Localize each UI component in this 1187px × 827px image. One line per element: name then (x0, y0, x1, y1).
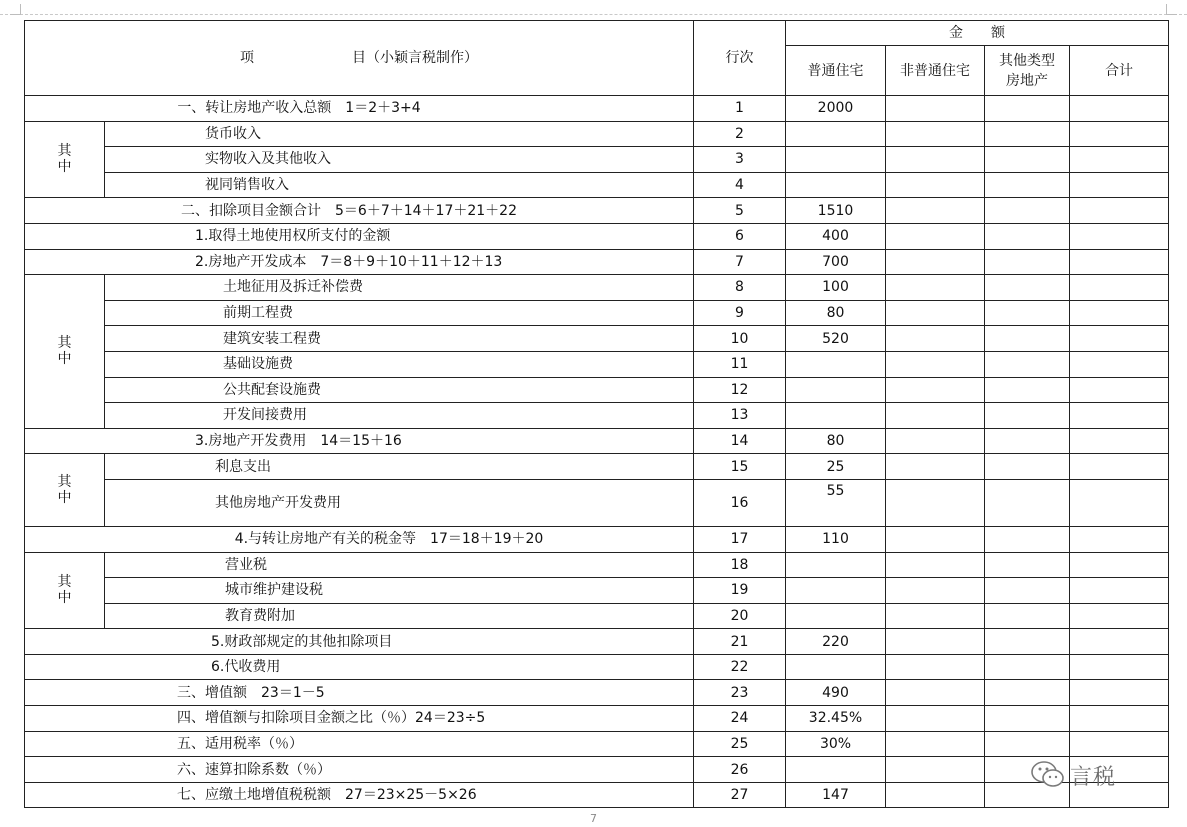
item-name: 2.房地产开发成本 7＝8＋9＋10＋11＋12＋13 (25, 249, 694, 275)
amount-nonordinary (886, 403, 985, 429)
amount-other (985, 654, 1070, 680)
table-row (25, 351, 1169, 377)
item-name: 开发间接费用 (105, 403, 694, 429)
amount-other (985, 326, 1070, 352)
land-vat-table (24, 20, 1169, 808)
item-name: 视同销售收入 (105, 172, 694, 198)
item-name: 6.代收费用 (25, 654, 694, 680)
item-name: 七、应缴土地增值税税额 27＝23×25－5×26 (25, 782, 694, 808)
row-number: 7 (694, 249, 786, 275)
amount-ordinary: 220 (786, 629, 886, 655)
amount-ordinary: 110 (786, 526, 886, 552)
wechat-icon (1030, 760, 1066, 790)
row-number: 3 (694, 147, 786, 173)
group-qizhong: 其 中 (25, 275, 105, 429)
row-number: 19 (694, 578, 786, 604)
amount-nonordinary (886, 479, 985, 526)
amount-total (1070, 96, 1169, 122)
table-row (25, 706, 1169, 732)
amount-total (1070, 454, 1169, 480)
table-row (25, 454, 1169, 480)
amount-nonordinary (886, 603, 985, 629)
amount-other (985, 680, 1070, 706)
table-row (25, 223, 1169, 249)
amount-ordinary: 80 (786, 300, 886, 326)
amount-nonordinary (886, 96, 985, 122)
row-number: 6 (694, 223, 786, 249)
amount-total (1070, 275, 1169, 301)
amount-ordinary: 25 (786, 454, 886, 480)
amount-nonordinary (886, 377, 985, 403)
amount-nonordinary (886, 275, 985, 301)
amount-other (985, 223, 1070, 249)
item-name: 公共配套设施费 (105, 377, 694, 403)
amount-ordinary: 2000 (786, 96, 886, 122)
amount-ordinary: 700 (786, 249, 886, 275)
amount-total (1070, 578, 1169, 604)
amount-ordinary: 1510 (786, 198, 886, 224)
item-name: 土地征用及拆迁补偿费 (105, 275, 694, 301)
table-row (25, 603, 1169, 629)
header-col-nonordinary: 非普通住宅 (886, 46, 985, 96)
row-number: 22 (694, 654, 786, 680)
table-row (25, 731, 1169, 757)
amount-total (1070, 198, 1169, 224)
row-number: 21 (694, 629, 786, 655)
table-row (25, 654, 1169, 680)
amount-ordinary: 55 (786, 479, 886, 526)
item-name: 基础设施费 (105, 351, 694, 377)
item-name: 5.财政部规定的其他扣除项目 (25, 629, 694, 655)
table-row (25, 552, 1169, 578)
row-number: 2 (694, 121, 786, 147)
table-row (25, 377, 1169, 403)
amount-ordinary: 520 (786, 326, 886, 352)
amount-nonordinary (886, 706, 985, 732)
table-row (25, 403, 1169, 429)
amount-other (985, 147, 1070, 173)
amount-other (985, 249, 1070, 275)
amount-nonordinary (886, 147, 985, 173)
item-name: 三、增值额 23＝1－5 (25, 680, 694, 706)
amount-nonordinary (886, 300, 985, 326)
amount-total (1070, 629, 1169, 655)
table-row (25, 275, 1169, 301)
amount-nonordinary (886, 428, 985, 454)
item-name: 1.取得土地使用权所支付的金额 (25, 223, 694, 249)
row-number: 20 (694, 603, 786, 629)
table-row (25, 249, 1169, 275)
crop-mark-left (10, 4, 21, 15)
item-name: 六、速算扣除系数（％） (25, 757, 694, 783)
item-name: 利息支出 (105, 454, 694, 480)
amount-other (985, 351, 1070, 377)
amount-total (1070, 552, 1169, 578)
amount-nonordinary (886, 578, 985, 604)
amount-other (985, 96, 1070, 122)
amount-total (1070, 654, 1169, 680)
row-number: 16 (694, 479, 786, 526)
row-number: 24 (694, 706, 786, 732)
header-col-other-line2: 房地产 (1006, 72, 1048, 89)
table-row (25, 300, 1169, 326)
table-row (25, 326, 1169, 352)
table-row (25, 172, 1169, 198)
watermark-text: 言税 (1070, 764, 1117, 790)
amount-other (985, 403, 1070, 429)
row-number: 27 (694, 782, 786, 808)
amount-nonordinary (886, 757, 985, 783)
amount-ordinary: 30% (786, 731, 886, 757)
table-row (25, 629, 1169, 655)
row-number: 4 (694, 172, 786, 198)
amount-nonordinary (886, 654, 985, 680)
amount-other (985, 629, 1070, 655)
amount-nonordinary (886, 198, 985, 224)
amount-ordinary: 100 (786, 275, 886, 301)
item-name: 前期工程费 (105, 300, 694, 326)
amount-nonordinary (886, 249, 985, 275)
item-name: 营业税 (105, 552, 694, 578)
amount-ordinary (786, 757, 886, 783)
amount-total (1070, 706, 1169, 732)
amount-total (1070, 147, 1169, 173)
table-row (25, 121, 1169, 147)
amount-total (1070, 479, 1169, 526)
group-qizhong: 其 中 (25, 454, 105, 527)
amount-ordinary (786, 172, 886, 198)
row-number: 9 (694, 300, 786, 326)
item-name: 实物收入及其他收入 (105, 147, 694, 173)
amount-ordinary (786, 377, 886, 403)
amount-nonordinary (886, 629, 985, 655)
amount-other (985, 377, 1070, 403)
row-number: 5 (694, 198, 786, 224)
amount-other (985, 479, 1070, 526)
amount-other (985, 198, 1070, 224)
amount-other (985, 454, 1070, 480)
amount-total (1070, 377, 1169, 403)
amount-total (1070, 428, 1169, 454)
table-row (25, 680, 1169, 706)
amount-nonordinary (886, 731, 985, 757)
table-row (25, 782, 1169, 808)
amount-other (985, 300, 1070, 326)
amount-ordinary: 147 (786, 782, 886, 808)
table-row (25, 757, 1169, 783)
amount-ordinary (786, 351, 886, 377)
header-col-total: 合计 (1070, 46, 1169, 96)
amount-ordinary: 400 (786, 223, 886, 249)
amount-total (1070, 223, 1169, 249)
item-name: 货币收入 (105, 121, 694, 147)
amount-ordinary: 490 (786, 680, 886, 706)
row-number: 11 (694, 351, 786, 377)
row-number: 1 (694, 96, 786, 122)
amount-ordinary (786, 403, 886, 429)
item-name: 其他房地产开发费用 (105, 479, 694, 526)
item-name: 一、转让房地产收入总额 1＝2＋3+4 (25, 96, 694, 122)
row-number: 18 (694, 552, 786, 578)
header-item: 项 目（小颖言税制作） (25, 21, 694, 96)
amount-nonordinary (886, 223, 985, 249)
amount-nonordinary (886, 552, 985, 578)
row-number: 26 (694, 757, 786, 783)
amount-ordinary (786, 552, 886, 578)
crop-mark-right (1166, 4, 1177, 15)
amount-other (985, 706, 1070, 732)
group-qizhong: 其 中 (25, 552, 105, 629)
table-row (25, 578, 1169, 604)
amount-other (985, 526, 1070, 552)
amount-total (1070, 351, 1169, 377)
amount-total (1070, 326, 1169, 352)
item-name: 五、适用税率（％） (25, 731, 694, 757)
amount-total (1070, 403, 1169, 429)
table-row (25, 198, 1169, 224)
row-number: 8 (694, 275, 786, 301)
amount-other (985, 275, 1070, 301)
item-name: 四、增值额与扣除项目金额之比（％）24＝23÷5 (25, 706, 694, 732)
row-number: 14 (694, 428, 786, 454)
amount-ordinary (786, 603, 886, 629)
item-name: 教育费附加 (105, 603, 694, 629)
table-row (25, 147, 1169, 173)
amount-total (1070, 121, 1169, 147)
row-number: 17 (694, 526, 786, 552)
amount-other (985, 578, 1070, 604)
amount-ordinary (786, 578, 886, 604)
table-row (25, 428, 1169, 454)
amount-ordinary: 32.45% (786, 706, 886, 732)
header-col-ordinary: 普通住宅 (786, 46, 886, 96)
amount-nonordinary (886, 351, 985, 377)
amount-total (1070, 300, 1169, 326)
table-row (25, 479, 1169, 526)
amount-total (1070, 526, 1169, 552)
amount-other (985, 552, 1070, 578)
row-number: 10 (694, 326, 786, 352)
amount-total (1070, 249, 1169, 275)
amount-ordinary (786, 654, 886, 680)
table-row (25, 96, 1169, 122)
item-name: 建筑安装工程费 (105, 326, 694, 352)
amount-other (985, 428, 1070, 454)
row-number: 12 (694, 377, 786, 403)
amount-other (985, 731, 1070, 757)
header-col-other (985, 46, 1070, 96)
amount-nonordinary (886, 526, 985, 552)
amount-nonordinary (886, 782, 985, 808)
amount-total (1070, 603, 1169, 629)
amount-other (985, 603, 1070, 629)
amount-nonordinary (886, 172, 985, 198)
amount-nonordinary (886, 326, 985, 352)
item-name: 3.房地产开发费用 14＝15＋16 (25, 428, 694, 454)
header-row-number: 行次 (694, 21, 786, 96)
item-name: 4.与转让房地产有关的税金等 17＝18＋19＋20 (25, 526, 694, 552)
amount-nonordinary (886, 680, 985, 706)
table-row (25, 526, 1169, 552)
row-number: 25 (694, 731, 786, 757)
amount-ordinary: 80 (786, 428, 886, 454)
watermark (1030, 758, 1116, 792)
row-number: 23 (694, 680, 786, 706)
item-name: 二、扣除项目金额合计 5＝6＋7＋14＋17＋21＋22 (25, 198, 694, 224)
amount-nonordinary (886, 121, 985, 147)
header-amount: 金 额 (786, 21, 1169, 46)
page-number: 7 (590, 812, 597, 825)
header-col-other-line1: 其他类型 (999, 52, 1055, 69)
page-top-edge (0, 0, 1187, 14)
row-number: 13 (694, 403, 786, 429)
row-number: 15 (694, 454, 786, 480)
group-qizhong: 其 中 (25, 121, 105, 198)
amount-other (985, 121, 1070, 147)
amount-nonordinary (886, 454, 985, 480)
amount-total (1070, 680, 1169, 706)
amount-other (985, 172, 1070, 198)
amount-total (1070, 731, 1169, 757)
amount-ordinary (786, 147, 886, 173)
amount-total (1070, 172, 1169, 198)
item-name: 城市维护建设税 (105, 578, 694, 604)
amount-ordinary (786, 121, 886, 147)
